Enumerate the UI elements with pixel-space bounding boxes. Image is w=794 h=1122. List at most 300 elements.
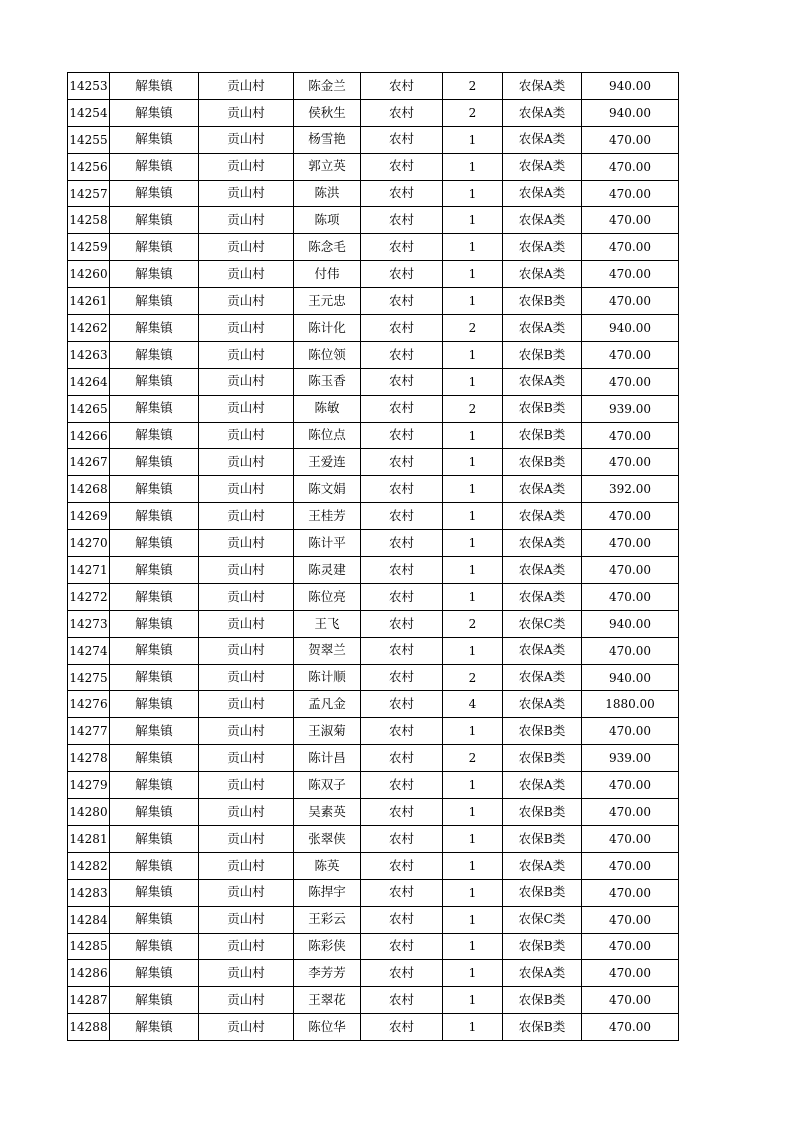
cell-town: 解集镇: [110, 288, 199, 315]
cell-type: 农村: [361, 825, 443, 852]
cell-category: 农保A类: [503, 530, 582, 557]
cell-category: 农保A类: [503, 261, 582, 288]
cell-category: 农保A类: [503, 368, 582, 395]
cell-village: 贡山村: [199, 987, 294, 1014]
table-row: [68, 1014, 679, 1041]
cell-category: 农保A类: [503, 583, 582, 610]
cell-count: 1: [443, 1014, 503, 1041]
cell-id: 14260: [68, 261, 110, 288]
cell-category: 农保B类: [503, 799, 582, 826]
cell-category: 农保A类: [503, 637, 582, 664]
cell-type: 农村: [361, 637, 443, 664]
cell-amount: 470.00: [582, 960, 679, 987]
cell-amount: 470.00: [582, 987, 679, 1014]
cell-category: 农保A类: [503, 126, 582, 153]
cell-count: 1: [443, 207, 503, 234]
cell-town: 解集镇: [110, 261, 199, 288]
cell-name: 陈位华: [294, 1014, 361, 1041]
cell-name: 陈计昌: [294, 745, 361, 772]
cell-id: 14267: [68, 449, 110, 476]
cell-category: 农保C类: [503, 610, 582, 637]
cell-type: 农村: [361, 960, 443, 987]
cell-name: 陈位点: [294, 422, 361, 449]
cell-category: 农保B类: [503, 879, 582, 906]
cell-village: 贡山村: [199, 368, 294, 395]
cell-count: 1: [443, 772, 503, 799]
table-row: [68, 799, 679, 826]
cell-type: 农村: [361, 341, 443, 368]
cell-category: 农保A类: [503, 852, 582, 879]
cell-id: 14259: [68, 234, 110, 261]
cell-id: 14274: [68, 637, 110, 664]
cell-village: 贡山村: [199, 583, 294, 610]
cell-amount: 470.00: [582, 449, 679, 476]
cell-type: 农村: [361, 879, 443, 906]
cell-category: 农保A类: [503, 180, 582, 207]
cell-village: 贡山村: [199, 395, 294, 422]
cell-name: 杨雪艳: [294, 126, 361, 153]
table-row: [68, 987, 679, 1014]
cell-amount: 940.00: [582, 315, 679, 342]
cell-name: 王淑菊: [294, 718, 361, 745]
table-row: [68, 288, 679, 315]
table-row: [68, 610, 679, 637]
cell-village: 贡山村: [199, 960, 294, 987]
cell-town: 解集镇: [110, 207, 199, 234]
cell-category: 农保A类: [503, 772, 582, 799]
cell-id: 14268: [68, 476, 110, 503]
cell-amount: 470.00: [582, 825, 679, 852]
cell-town: 解集镇: [110, 153, 199, 180]
cell-id: 14278: [68, 745, 110, 772]
cell-town: 解集镇: [110, 180, 199, 207]
cell-id: 14257: [68, 180, 110, 207]
table-row: [68, 583, 679, 610]
cell-type: 农村: [361, 745, 443, 772]
cell-town: 解集镇: [110, 745, 199, 772]
cell-type: 农村: [361, 368, 443, 395]
cell-name: 王彩云: [294, 906, 361, 933]
cell-town: 解集镇: [110, 987, 199, 1014]
cell-town: 解集镇: [110, 315, 199, 342]
cell-id: 14256: [68, 153, 110, 180]
cell-count: 4: [443, 691, 503, 718]
cell-type: 农村: [361, 772, 443, 799]
cell-town: 解集镇: [110, 583, 199, 610]
cell-id: 14264: [68, 368, 110, 395]
cell-category: 农保B类: [503, 718, 582, 745]
cell-type: 农村: [361, 153, 443, 180]
cell-id: 14272: [68, 583, 110, 610]
cell-town: 解集镇: [110, 530, 199, 557]
cell-village: 贡山村: [199, 852, 294, 879]
cell-name: 王爱连: [294, 449, 361, 476]
cell-category: 农保B类: [503, 745, 582, 772]
cell-town: 解集镇: [110, 557, 199, 584]
table-row: [68, 530, 679, 557]
cell-name: 陈玉香: [294, 368, 361, 395]
cell-id: 14282: [68, 852, 110, 879]
cell-type: 农村: [361, 207, 443, 234]
cell-amount: 470.00: [582, 1014, 679, 1041]
cell-village: 贡山村: [199, 288, 294, 315]
table-row: [68, 718, 679, 745]
cell-count: 2: [443, 395, 503, 422]
cell-amount: 940.00: [582, 664, 679, 691]
cell-town: 解集镇: [110, 610, 199, 637]
table-body: [68, 73, 679, 1041]
cell-village: 贡山村: [199, 933, 294, 960]
cell-count: 1: [443, 933, 503, 960]
cell-category: 农保B类: [503, 933, 582, 960]
cell-count: 1: [443, 987, 503, 1014]
cell-count: 1: [443, 879, 503, 906]
cell-type: 农村: [361, 1014, 443, 1041]
cell-type: 农村: [361, 691, 443, 718]
cell-count: 1: [443, 368, 503, 395]
cell-id: 14288: [68, 1014, 110, 1041]
cell-amount: 470.00: [582, 261, 679, 288]
cell-village: 贡山村: [199, 530, 294, 557]
cell-count: 2: [443, 99, 503, 126]
cell-count: 1: [443, 637, 503, 664]
cell-village: 贡山村: [199, 341, 294, 368]
cell-town: 解集镇: [110, 960, 199, 987]
cell-category: 农保B类: [503, 1014, 582, 1041]
cell-type: 农村: [361, 906, 443, 933]
cell-town: 解集镇: [110, 368, 199, 395]
cell-amount: 939.00: [582, 395, 679, 422]
table-row: [68, 664, 679, 691]
cell-amount: 470.00: [582, 557, 679, 584]
cell-name: 李芳芳: [294, 960, 361, 987]
cell-village: 贡山村: [199, 557, 294, 584]
cell-count: 2: [443, 610, 503, 637]
cell-amount: 470.00: [582, 530, 679, 557]
cell-type: 农村: [361, 261, 443, 288]
cell-id: 14254: [68, 99, 110, 126]
cell-category: 农保A类: [503, 691, 582, 718]
table-row: [68, 879, 679, 906]
cell-village: 贡山村: [199, 825, 294, 852]
cell-name: 陈念毛: [294, 234, 361, 261]
cell-category: 农保A类: [503, 664, 582, 691]
table-row: [68, 422, 679, 449]
cell-name: 贺翠兰: [294, 637, 361, 664]
cell-village: 贡山村: [199, 180, 294, 207]
cell-amount: 470.00: [582, 368, 679, 395]
cell-name: 陈捍宇: [294, 879, 361, 906]
cell-type: 农村: [361, 530, 443, 557]
cell-type: 农村: [361, 476, 443, 503]
cell-amount: 939.00: [582, 745, 679, 772]
cell-type: 农村: [361, 557, 443, 584]
cell-town: 解集镇: [110, 852, 199, 879]
cell-name: 张翠侠: [294, 825, 361, 852]
cell-town: 解集镇: [110, 799, 199, 826]
cell-count: 2: [443, 315, 503, 342]
cell-village: 贡山村: [199, 1014, 294, 1041]
table-row: [68, 691, 679, 718]
cell-name: 郭立英: [294, 153, 361, 180]
cell-id: 14258: [68, 207, 110, 234]
cell-category: 农保A类: [503, 73, 582, 100]
cell-town: 解集镇: [110, 476, 199, 503]
cell-town: 解集镇: [110, 126, 199, 153]
cell-village: 贡山村: [199, 99, 294, 126]
cell-category: 农保B类: [503, 449, 582, 476]
cell-village: 贡山村: [199, 315, 294, 342]
cell-count: 1: [443, 503, 503, 530]
cell-name: 陈金兰: [294, 73, 361, 100]
cell-count: 1: [443, 557, 503, 584]
cell-category: 农保A类: [503, 315, 582, 342]
cell-town: 解集镇: [110, 772, 199, 799]
cell-village: 贡山村: [199, 261, 294, 288]
table-row: [68, 207, 679, 234]
cell-category: 农保A类: [503, 503, 582, 530]
cell-amount: 470.00: [582, 879, 679, 906]
cell-name: 陈位领: [294, 341, 361, 368]
table-row: [68, 825, 679, 852]
table-row: [68, 449, 679, 476]
cell-type: 农村: [361, 288, 443, 315]
cell-id: 14269: [68, 503, 110, 530]
cell-village: 贡山村: [199, 422, 294, 449]
cell-name: 付伟: [294, 261, 361, 288]
cell-town: 解集镇: [110, 664, 199, 691]
cell-village: 贡山村: [199, 664, 294, 691]
cell-name: 孟凡金: [294, 691, 361, 718]
cell-village: 贡山村: [199, 718, 294, 745]
cell-id: 14280: [68, 799, 110, 826]
records-table: [67, 72, 679, 1041]
table-row: [68, 637, 679, 664]
cell-name: 侯秋生: [294, 99, 361, 126]
table-row: [68, 341, 679, 368]
cell-name: 王桂芳: [294, 503, 361, 530]
cell-category: 农保A类: [503, 476, 582, 503]
cell-name: 王翠花: [294, 987, 361, 1014]
cell-category: 农保A类: [503, 153, 582, 180]
cell-amount: 470.00: [582, 718, 679, 745]
cell-count: 1: [443, 341, 503, 368]
table-row: [68, 368, 679, 395]
cell-category: 农保B类: [503, 825, 582, 852]
cell-id: 14273: [68, 610, 110, 637]
cell-count: 1: [443, 449, 503, 476]
cell-type: 农村: [361, 583, 443, 610]
cell-name: 陈彩侠: [294, 933, 361, 960]
cell-id: 14285: [68, 933, 110, 960]
cell-category: 农保A类: [503, 234, 582, 261]
cell-village: 贡山村: [199, 637, 294, 664]
cell-type: 农村: [361, 234, 443, 261]
cell-count: 1: [443, 960, 503, 987]
table-row: [68, 745, 679, 772]
cell-count: 1: [443, 825, 503, 852]
cell-category: 农保B类: [503, 288, 582, 315]
cell-name: 陈计化: [294, 315, 361, 342]
cell-id: 14281: [68, 825, 110, 852]
cell-count: 1: [443, 583, 503, 610]
cell-town: 解集镇: [110, 637, 199, 664]
table-row: [68, 315, 679, 342]
cell-amount: 470.00: [582, 933, 679, 960]
cell-id: 14261: [68, 288, 110, 315]
cell-amount: 470.00: [582, 180, 679, 207]
cell-count: 1: [443, 288, 503, 315]
cell-town: 解集镇: [110, 718, 199, 745]
table-row: [68, 906, 679, 933]
table-row: [68, 503, 679, 530]
cell-village: 贡山村: [199, 503, 294, 530]
cell-name: 陈双子: [294, 772, 361, 799]
cell-id: 14287: [68, 987, 110, 1014]
cell-town: 解集镇: [110, 906, 199, 933]
cell-name: 陈计顺: [294, 664, 361, 691]
table-row: [68, 73, 679, 100]
table-row: [68, 852, 679, 879]
cell-amount: 470.00: [582, 799, 679, 826]
cell-id: 14270: [68, 530, 110, 557]
cell-amount: 470.00: [582, 153, 679, 180]
cell-id: 14277: [68, 718, 110, 745]
cell-type: 农村: [361, 73, 443, 100]
table-row: [68, 153, 679, 180]
cell-type: 农村: [361, 718, 443, 745]
table-row: [68, 557, 679, 584]
cell-name: 陈洪: [294, 180, 361, 207]
cell-village: 贡山村: [199, 799, 294, 826]
cell-amount: 1880.00: [582, 691, 679, 718]
cell-category: 农保B类: [503, 341, 582, 368]
cell-village: 贡山村: [199, 691, 294, 718]
cell-count: 1: [443, 180, 503, 207]
cell-type: 农村: [361, 610, 443, 637]
table-row: [68, 99, 679, 126]
cell-amount: 940.00: [582, 610, 679, 637]
cell-village: 贡山村: [199, 153, 294, 180]
cell-id: 14262: [68, 315, 110, 342]
cell-amount: 940.00: [582, 99, 679, 126]
cell-village: 贡山村: [199, 126, 294, 153]
cell-amount: 392.00: [582, 476, 679, 503]
cell-type: 农村: [361, 395, 443, 422]
cell-category: 农保A类: [503, 960, 582, 987]
cell-name: 陈灵建: [294, 557, 361, 584]
cell-count: 2: [443, 73, 503, 100]
cell-name: 陈计平: [294, 530, 361, 557]
cell-count: 1: [443, 530, 503, 557]
table-row: [68, 180, 679, 207]
cell-town: 解集镇: [110, 73, 199, 100]
cell-count: 1: [443, 422, 503, 449]
cell-town: 解集镇: [110, 825, 199, 852]
cell-town: 解集镇: [110, 503, 199, 530]
cell-amount: 470.00: [582, 288, 679, 315]
cell-town: 解集镇: [110, 341, 199, 368]
cell-id: 14255: [68, 126, 110, 153]
cell-village: 贡山村: [199, 772, 294, 799]
cell-town: 解集镇: [110, 691, 199, 718]
cell-category: 农保C类: [503, 906, 582, 933]
cell-category: 农保A类: [503, 207, 582, 234]
cell-amount: 470.00: [582, 422, 679, 449]
cell-name: 陈敏: [294, 395, 361, 422]
cell-type: 农村: [361, 503, 443, 530]
cell-amount: 940.00: [582, 73, 679, 100]
cell-town: 解集镇: [110, 234, 199, 261]
cell-id: 14284: [68, 906, 110, 933]
cell-name: 陈项: [294, 207, 361, 234]
table-row: [68, 126, 679, 153]
cell-town: 解集镇: [110, 395, 199, 422]
cell-town: 解集镇: [110, 449, 199, 476]
cell-id: 14263: [68, 341, 110, 368]
cell-category: 农保B类: [503, 422, 582, 449]
cell-category: 农保A类: [503, 557, 582, 584]
cell-count: 1: [443, 718, 503, 745]
cell-type: 农村: [361, 315, 443, 342]
cell-count: 2: [443, 745, 503, 772]
cell-id: 14271: [68, 557, 110, 584]
cell-id: 14275: [68, 664, 110, 691]
table-row: [68, 261, 679, 288]
cell-town: 解集镇: [110, 99, 199, 126]
cell-name: 陈英: [294, 852, 361, 879]
cell-type: 农村: [361, 126, 443, 153]
cell-type: 农村: [361, 987, 443, 1014]
cell-name: 陈文娟: [294, 476, 361, 503]
cell-category: 农保B类: [503, 987, 582, 1014]
cell-name: 吴素英: [294, 799, 361, 826]
cell-count: 1: [443, 476, 503, 503]
cell-name: 陈位亮: [294, 583, 361, 610]
cell-count: 1: [443, 126, 503, 153]
cell-type: 农村: [361, 664, 443, 691]
cell-village: 贡山村: [199, 207, 294, 234]
cell-town: 解集镇: [110, 1014, 199, 1041]
cell-name: 王元忠: [294, 288, 361, 315]
cell-type: 农村: [361, 99, 443, 126]
cell-type: 农村: [361, 180, 443, 207]
cell-amount: 470.00: [582, 207, 679, 234]
cell-name: 王飞: [294, 610, 361, 637]
cell-amount: 470.00: [582, 126, 679, 153]
cell-village: 贡山村: [199, 73, 294, 100]
cell-amount: 470.00: [582, 772, 679, 799]
cell-count: 1: [443, 799, 503, 826]
cell-count: 1: [443, 261, 503, 288]
cell-id: 14265: [68, 395, 110, 422]
cell-amount: 470.00: [582, 503, 679, 530]
cell-count: 2: [443, 664, 503, 691]
table-row: [68, 772, 679, 799]
cell-village: 贡山村: [199, 906, 294, 933]
cell-category: 农保B类: [503, 395, 582, 422]
cell-type: 农村: [361, 799, 443, 826]
cell-town: 解集镇: [110, 422, 199, 449]
cell-village: 贡山村: [199, 449, 294, 476]
cell-count: 1: [443, 906, 503, 933]
cell-id: 14276: [68, 691, 110, 718]
cell-amount: 470.00: [582, 341, 679, 368]
table-row: [68, 476, 679, 503]
cell-id: 14286: [68, 960, 110, 987]
cell-village: 贡山村: [199, 234, 294, 261]
cell-count: 1: [443, 852, 503, 879]
